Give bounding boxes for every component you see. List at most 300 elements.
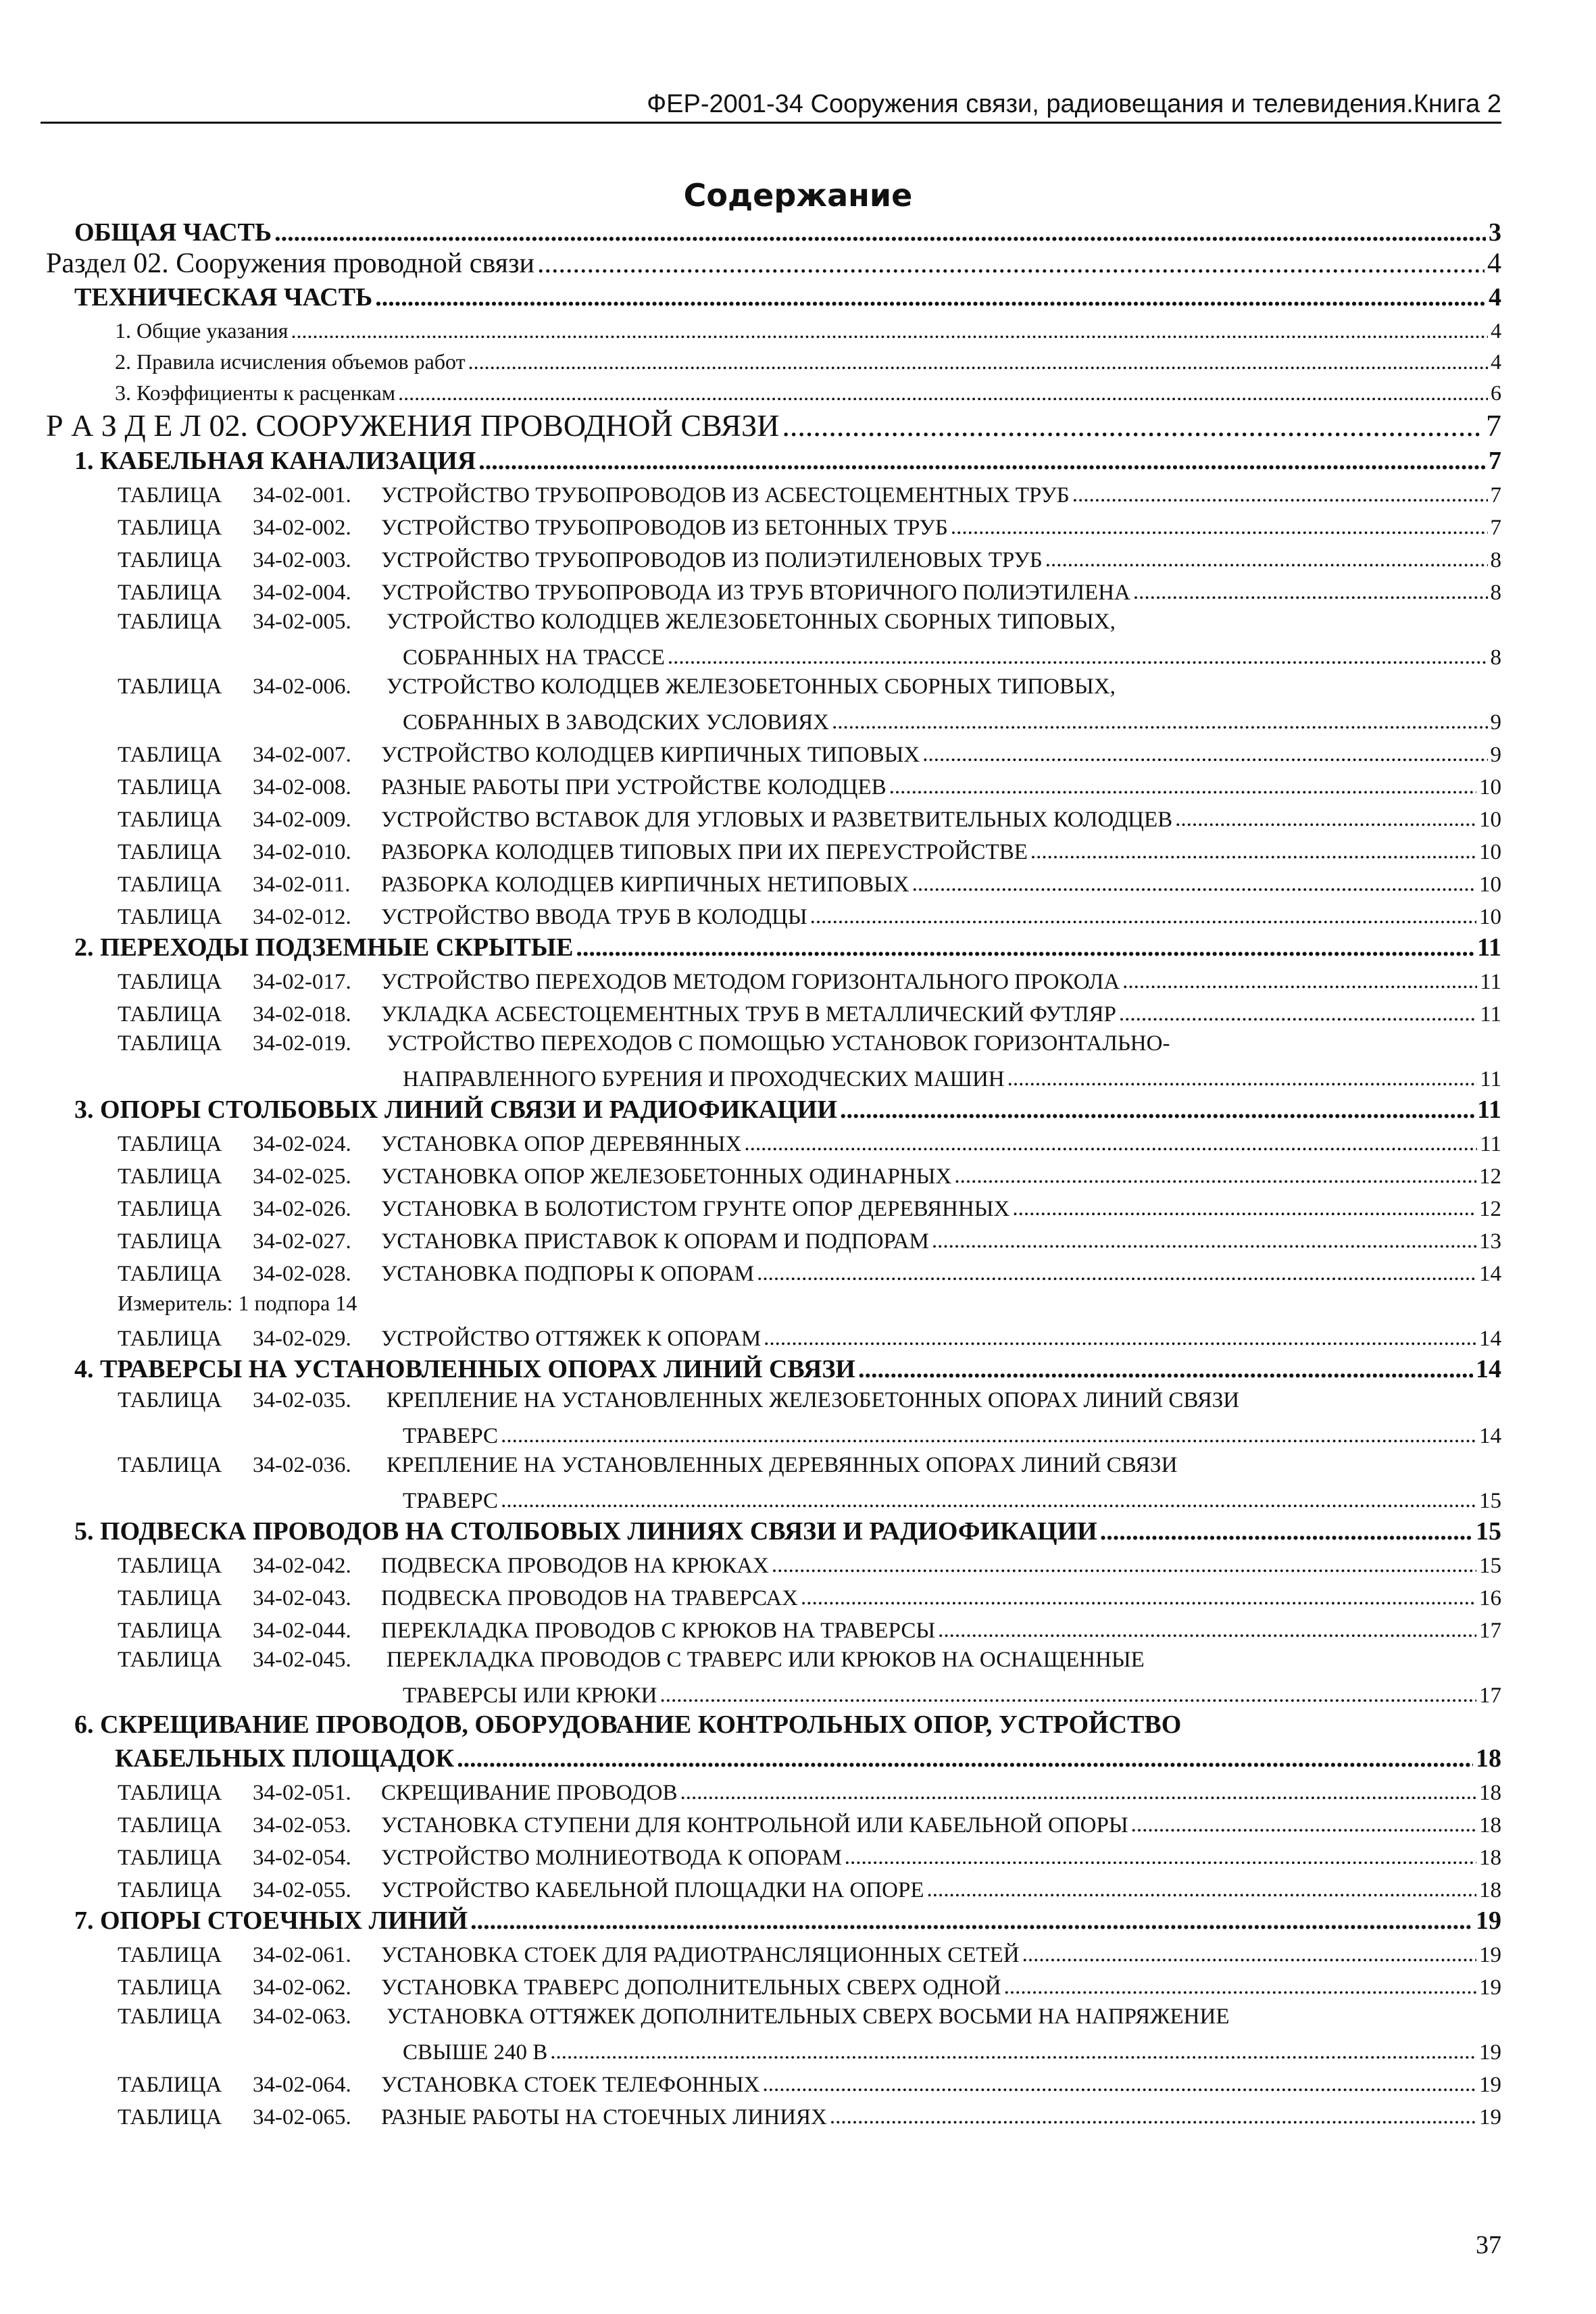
dot-leader: [762, 2072, 1476, 2098]
table-code: 34-02-002.: [253, 516, 351, 540]
table-title-cont: СОБРАННЫХ В ЗАВОДСКИХ УСЛОВИЯХ: [403, 710, 829, 735]
toc-page-number: 17: [1479, 1683, 1501, 1708]
table-title: ПОДВЕСКА ПРОВОДОВ НА КРЮКАХ: [381, 1554, 769, 1578]
toc-table-entry[interactable]: [41, 1579, 1501, 1611]
toc-table-entry-cont[interactable]: [41, 1481, 1501, 1514]
dot-leader: [840, 1095, 1474, 1125]
toc-table-entry[interactable]: [41, 1968, 1501, 2000]
toc-table-entry[interactable]: [41, 2000, 1501, 2033]
toc-entry-label: 2. Правила исчисления объемов работ: [115, 349, 466, 374]
toc-page-number: 19: [1479, 2105, 1501, 2130]
toc-page-number: 8: [1490, 581, 1501, 605]
table-code: 34-02-005.: [253, 610, 351, 634]
toc-entry-general[interactable]: [41, 215, 1501, 247]
table-title: РАЗНЫЕ РАБОТЫ ПРИ УСТРОЙСТВЕ КОЛОДЦЕВ: [381, 775, 887, 799]
table-prefix: ТАБЛИЦА: [118, 872, 222, 897]
toc-group-heading[interactable]: 6. СКРЕЩИВАНИЕ ПРОВОДОВ, ОБОРУДОВАНИЕ КОНТРОЛЬНЫХ ОПОР, УСТРОЙСТВО: [74, 1710, 1182, 1739]
table-title: УСТРОЙСТВО ТРУБОПРОВОДОВ ИЗ БЕТОННЫХ ТРУБ: [381, 516, 948, 540]
table-title: УСТРОЙСТВО ТРУБОПРОВОДОВ ИЗ АСБЕСТОЦЕМЕНТНЫХ ТРУБ: [381, 483, 1070, 508]
dot-leader: [744, 1131, 1477, 1157]
dot-leader: [668, 645, 1488, 670]
toc-entry-label: 5. ПОДВЕСКА ПРОВОДОВ НА СТОЛБОВЫХ ЛИНИЯХ СВЯЗИ И РАДИОФИКАЦИИ: [74, 1517, 1097, 1546]
table-title: РАЗБОРКА КОЛОДЦЕВ ТИПОВЫХ ПРИ ИХ ПЕРЕУСТРОЙСТВЕ: [381, 840, 1028, 864]
toc-entry-tech[interactable]: [41, 280, 1501, 312]
table-prefix: ТАБЛИЦА: [118, 1388, 222, 1412]
table-title-cont: ТРАВЕРСЫ ИЛИ КРЮКИ: [403, 1683, 657, 1708]
table-code: 34-02-006.: [253, 674, 351, 699]
table-entry-label: [118, 1327, 761, 1352]
dot-leader: [1133, 580, 1488, 606]
toc-group-heading-cont[interactable]: [41, 1741, 1501, 1773]
table-code: 34-02-043.: [253, 1586, 351, 1610]
table-entry-label: [118, 1975, 1001, 2000]
toc-entry-label: 4. ТРАВЕРСЫ НА УСТАНОВЛЕННЫХ ОПОРАХ ЛИНИЙ СВЯЗИ: [74, 1355, 855, 1383]
toc-entry-label: Раздел 02. Сооружения проводной связи: [46, 248, 535, 279]
toc-page-number: 8: [1490, 548, 1501, 572]
dot-leader: [1119, 1002, 1477, 1027]
table-prefix: ТАБЛИЦА: [118, 808, 222, 832]
table-entry-label: [118, 808, 1172, 833]
table-entry-label: [118, 840, 1028, 865]
table-title-cont: ТРАВЕРС: [403, 1424, 499, 1448]
toc-page-number: 19: [1479, 1943, 1501, 1967]
toc-table-entry[interactable]: [41, 1222, 1501, 1254]
table-code: 34-02-042.: [253, 1554, 351, 1578]
table-code: 34-02-054.: [253, 1846, 351, 1870]
toc-table-entry[interactable]: [41, 768, 1501, 800]
table-prefix: ТАБЛИЦА: [118, 1586, 222, 1610]
toc-table-entry[interactable]: [41, 865, 1501, 897]
dot-leader: [912, 872, 1476, 897]
toc-table-entry[interactable]: [41, 1838, 1501, 1871]
table-title: УСТАНОВКА ПРИСТАВОК К ОПОРАМ И ПОДПОРАМ: [381, 1229, 929, 1254]
dot-leader: [291, 318, 1488, 343]
table-entry-label: [118, 1878, 924, 1903]
toc-page-number: 11: [1477, 1096, 1501, 1124]
toc-page-number: 15: [1479, 1489, 1501, 1513]
table-code: 34-02-027.: [253, 1229, 351, 1254]
table-title: УСТРОЙСТВО ПЕРЕХОДОВ С ПОМОЩЬЮ УСТАНОВОК ГОРИЗОНТАЛЬНО-: [386, 1031, 1170, 1056]
toc-table-entry[interactable]: [41, 1384, 1501, 1417]
toc-table-entry[interactable]: [41, 995, 1501, 1027]
table-prefix: ТАБЛИЦА: [118, 581, 222, 605]
toc-table-entry[interactable]: [41, 1319, 1501, 1352]
table-entry-label: [118, 1781, 677, 1806]
table-prefix: ТАБЛИЦА: [118, 775, 222, 799]
table-code: 34-02-004.: [253, 581, 351, 605]
toc-page-number: 15: [1476, 1517, 1501, 1546]
dot-leader: [832, 710, 1488, 735]
dot-leader: [1175, 807, 1476, 833]
table-prefix: ТАБЛИЦА: [118, 1846, 222, 1870]
table-code: 34-02-003.: [253, 548, 351, 572]
table-title: УСТАНОВКА СТОЕК ТЕЛЕФОННЫХ: [381, 2073, 760, 2097]
toc-table-entry[interactable]: [41, 573, 1501, 606]
table-of-contents: [41, 215, 1501, 2130]
toc-table-entry[interactable]: [41, 735, 1501, 768]
table-prefix: ТАБЛИЦА: [118, 1229, 222, 1254]
dot-leader: [398, 380, 1488, 405]
toc-entry-label: 2. ПЕРЕХОДЫ ПОДЗЕМНЫЕ СКРЫТЫЕ: [74, 933, 574, 962]
table-code: 34-02-063.: [253, 2004, 351, 2029]
toc-table-entry[interactable]: [41, 1936, 1501, 1968]
dot-leader: [501, 1423, 1476, 1449]
table-prefix: ТАБЛИЦА: [118, 1943, 222, 1967]
table-entry-label: [118, 1554, 769, 1579]
table-code: 34-02-024.: [253, 1132, 351, 1156]
table-entry-label: [118, 1846, 842, 1871]
dot-leader: [782, 408, 1483, 443]
toc-page-number: 18: [1479, 1878, 1501, 1902]
toc-table-entry[interactable]: [41, 2065, 1501, 2098]
table-title: УСТАНОВКА ОПОР ЖЕЛЕЗОБЕТОННЫХ ОДИНАРНЫХ: [381, 1164, 952, 1189]
table-entry-label: [118, 483, 1070, 508]
dot-leader: [951, 515, 1488, 541]
toc-entry-label: КАБЕЛЬНЫХ ПЛОЩАДОК: [115, 1744, 455, 1773]
table-title: УСТАНОВКА СТУПЕНИ ДЛЯ КОНТРОЛЬНОЙ ИЛИ КАБЕЛЬНОЙ ОПОРЫ: [381, 1813, 1128, 1838]
toc-group-heading[interactable]: [41, 1903, 1501, 1936]
dot-leader: [1072, 483, 1488, 508]
table-title: УСТРОЙСТВО ВВОДА ТРУБ В КОЛОДЦЫ: [381, 905, 807, 929]
dot-leader: [375, 282, 1486, 312]
table-code: 34-02-051.: [253, 1781, 351, 1805]
table-code: 34-02-065.: [253, 2105, 351, 2130]
dot-leader: [922, 742, 1487, 768]
toc-table-entry[interactable]: [41, 1806, 1501, 1838]
table-prefix: ТАБЛИЦА: [118, 1975, 222, 2000]
table-code: 34-02-018.: [253, 1002, 351, 1027]
table-prefix: ТАБЛИЦА: [118, 743, 222, 767]
toc-page-number: 4: [1491, 318, 1501, 343]
table-prefix: ТАБЛИЦА: [118, 1132, 222, 1156]
toc-page-number: 11: [1480, 970, 1501, 994]
toc-page-number: 11: [1477, 933, 1501, 962]
table-entry-label: [118, 1586, 798, 1611]
table-code: 34-02-055.: [253, 1878, 351, 1902]
toc-page-number: 18: [1479, 1813, 1501, 1838]
toc-page-number: 4: [1487, 248, 1501, 279]
toc-table-entry[interactable]: [41, 1254, 1501, 1287]
table-title: УСТРОЙСТВО ВСТАВОК ДЛЯ УГЛОВЫХ И РАЗВЕТВИТЕЛЬНЫХ КОЛОДЦЕВ: [381, 808, 1173, 832]
toc-page-number: 10: [1479, 840, 1501, 864]
toc-page-number: 14: [1479, 1262, 1501, 1286]
table-title: УСТРОЙСТВО ОТТЯЖЕК К ОПОРАМ: [381, 1327, 762, 1351]
toc-page-number: 18: [1479, 1781, 1501, 1805]
toc-page-number: 19: [1479, 2073, 1501, 2097]
table-prefix: ТАБЛИЦА: [118, 1164, 222, 1189]
table-prefix: ТАБЛИЦА: [118, 1648, 222, 1672]
table-prefix: ТАБЛИЦА: [118, 1453, 222, 1477]
toc-measure-note: Измеритель: 1 подпора 14: [118, 1291, 357, 1315]
dot-leader: [801, 1585, 1476, 1611]
toc-group-heading[interactable]: [41, 1514, 1501, 1546]
table-title: УСТАНОВКА ОТТЯЖЕК ДОПОЛНИТЕЛЬНЫХ СВЕРХ ВОСЬМИ НА НАПРЯЖЕНИЕ: [386, 2004, 1230, 2029]
toc-page-number: 16: [1479, 1586, 1501, 1610]
dot-leader: [858, 1354, 1473, 1384]
toc-page-number: 10: [1479, 905, 1501, 929]
toc-group-heading[interactable]: [41, 443, 1501, 476]
dot-leader: [478, 446, 1486, 476]
toc-table-entry[interactable]: [41, 508, 1501, 541]
table-title: УСТРОЙСТВО КОЛОДЦЕВ КИРПИЧНЫХ ТИПОВЫХ: [381, 743, 920, 767]
dot-leader: [954, 1164, 1476, 1189]
table-title: РАЗБОРКА КОЛОДЦЕВ КИРПИЧНЫХ НЕТИПОВЫХ: [381, 872, 909, 897]
toc-table-entry[interactable]: [41, 1611, 1501, 1644]
table-title: УСТАНОВКА СТОЕК ДЛЯ РАДИОТРАНСЛЯЦИОННЫХ СЕТЕЙ: [381, 1943, 1020, 1967]
dot-leader: [927, 1877, 1477, 1903]
dot-leader: [537, 247, 1485, 280]
toc-table-entry[interactable]: [41, 1644, 1501, 1676]
dot-leader: [845, 1845, 1476, 1871]
dot-leader: [1004, 1975, 1476, 2000]
toc-page-number: 3: [1489, 218, 1501, 247]
dot-leader: [1131, 1813, 1476, 1838]
table-entry-label: [118, 1164, 951, 1189]
toc-group-heading[interactable]: [41, 930, 1501, 962]
table-title: УСТАНОВКА В БОЛОТИСТОМ ГРУНТЕ ОПОР ДЕРЕВЯННЫХ: [381, 1197, 1010, 1221]
table-title: УСТРОЙСТВО ТРУБОПРОВОДОВ ИЗ ПОЛИЭТИЛЕНОВЫХ ТРУБ: [381, 548, 1043, 572]
table-title: УСТАНОВКА ТРАВЕРС ДОПОЛНИТЕЛЬНЫХ СВЕРХ ОДНОЙ: [381, 1975, 1001, 2000]
toc-entry-label: 1. Общие указания: [115, 318, 289, 343]
toc-table-entry-cont[interactable]: [41, 1060, 1501, 1092]
table-entry-label: [118, 581, 1130, 606]
table-title: УСТАНОВКА ПОДПОРЫ К ОПОРАМ: [381, 1262, 755, 1286]
table-code: 34-02-019.: [253, 1031, 351, 1056]
toc-page-number: 14: [1479, 1424, 1501, 1448]
toc-table-entry[interactable]: [41, 897, 1501, 930]
toc-entry-section[interactable]: [41, 405, 1501, 443]
toc-page-number: 4: [1491, 349, 1501, 374]
dot-leader: [772, 1553, 1476, 1579]
table-entry-label: [118, 548, 1043, 573]
toc-table-entry-cont[interactable]: [41, 1417, 1501, 1449]
toc-page-number: 12: [1479, 1164, 1501, 1189]
table-entry-label: [118, 1619, 935, 1644]
table-prefix: ТАБЛИЦА: [118, 548, 222, 572]
toc-table-entry[interactable]: [41, 1189, 1501, 1222]
table-prefix: ТАБЛИЦА: [118, 2073, 222, 2097]
table-title: УСТРОЙСТВО ПЕРЕХОДОВ МЕТОДОМ ГОРИЗОНТАЛЬНОГО ПРОКОЛА: [381, 970, 1120, 994]
toc-table-entry[interactable]: [41, 1449, 1501, 1481]
dot-leader: [468, 349, 1488, 374]
table-code: 34-02-036.: [253, 1453, 351, 1477]
toc-group-heading[interactable]: [41, 1352, 1501, 1384]
toc-page-number: 8: [1490, 645, 1501, 670]
toc-subentry[interactable]: [41, 312, 1501, 343]
table-prefix: ТАБЛИЦА: [118, 1813, 222, 1838]
toc-page-number: 6: [1491, 380, 1501, 405]
toc-page-number: 13: [1479, 1229, 1501, 1254]
table-code: 34-02-011.: [253, 872, 351, 897]
toc-page-number: 11: [1480, 1132, 1501, 1156]
toc-page-number: 10: [1479, 808, 1501, 832]
dot-leader: [680, 1780, 1476, 1806]
table-entry-label: [118, 1197, 1009, 1222]
toc-page-number: 7: [1490, 516, 1501, 540]
toc-entry-label: ТЕХНИЧЕСКАЯ ЧАСТЬ: [74, 283, 373, 312]
dot-leader: [274, 218, 1486, 247]
dot-leader: [938, 1618, 1476, 1644]
table-prefix: ТАБЛИЦА: [118, 1619, 222, 1643]
table-prefix: ТАБЛИЦА: [118, 483, 222, 508]
toc-groups: [41, 443, 1501, 2130]
table-title: ПЕРЕКЛАДКА ПРОВОДОВ С КРЮКОВ НА ТРАВЕРСЫ: [381, 1619, 936, 1643]
toc-table-entry[interactable]: [41, 1546, 1501, 1579]
table-title: УСТРОЙСТВО КАБЕЛЬНОЙ ПЛОЩАДКИ НА ОПОРЕ: [381, 1878, 924, 1902]
toc-entry-label: 7. ОПОРЫ СТОЕЧНЫХ ЛИНИЙ: [74, 1906, 468, 1935]
table-prefix: ТАБЛИЦА: [118, 610, 222, 634]
toc-page-number: 18: [1476, 1744, 1501, 1773]
table-entry-label: [118, 905, 807, 930]
table-title: КРЕПЛЕНИЕ НА УСТАНОВЛЕННЫХ ЖЕЛЕЗОБЕТОННЫХ ОПОРАХ ЛИНИЙ СВЯЗИ: [386, 1388, 1240, 1412]
toc-entry-label: 3. Коэффициенты к расценкам: [115, 380, 396, 405]
toc-table-entry[interactable]: [41, 1871, 1501, 1903]
toc-table-entry[interactable]: [41, 1027, 1501, 1060]
table-title: УСТРОЙСТВО КОЛОДЦЕВ ЖЕЛЕЗОБЕТОННЫХ СБОРНЫХ ТИПОВЫХ,: [386, 674, 1116, 699]
toc-entry-label: 1. КАБЕЛЬНАЯ КАНАЛИЗАЦИЯ: [74, 447, 476, 475]
dot-leader: [501, 1488, 1476, 1514]
toc-table-entry[interactable]: [41, 606, 1501, 638]
table-entry-label: [118, 2073, 759, 2098]
table-code: 34-02-044.: [253, 1619, 351, 1643]
table-prefix: ТАБЛИЦА: [118, 1327, 222, 1351]
dot-leader: [1045, 547, 1488, 573]
dot-leader: [457, 1744, 1473, 1773]
table-prefix: ТАБЛИЦА: [118, 1878, 222, 1902]
toc-page-number: 7: [1486, 408, 1501, 443]
dot-leader: [660, 1683, 1476, 1708]
table-prefix: ТАБЛИЦА: [118, 2004, 222, 2029]
dot-leader: [810, 904, 1476, 930]
dot-leader: [550, 2040, 1476, 2065]
dot-leader: [1122, 969, 1477, 995]
toc-group-heading[interactable]: [41, 1092, 1501, 1125]
toc-entry-label: 3. ОПОРЫ СТОЛБОВЫХ ЛИНИЙ СВЯЗИ И РАДИОФИКАЦИИ: [74, 1096, 837, 1124]
dot-leader: [1007, 1066, 1478, 1092]
table-code: 34-02-007.: [253, 743, 351, 767]
table-entry-label: [118, 1132, 741, 1157]
table-code: 34-02-009.: [253, 808, 351, 832]
table-prefix: ТАБЛИЦА: [118, 1031, 222, 1056]
toc-table-entry[interactable]: [41, 833, 1501, 865]
table-prefix: ТАБЛИЦА: [118, 905, 222, 929]
toc-table-entry[interactable]: [41, 1125, 1501, 1157]
toc-entry-label: ОБЩАЯ ЧАСТЬ: [74, 218, 272, 247]
table-entry-label: [118, 970, 1120, 995]
table-code: 34-02-010.: [253, 840, 351, 864]
toc-page-number: 19: [1479, 1975, 1501, 2000]
table-code: 34-02-008.: [253, 775, 351, 799]
toc-table-entry[interactable]: [41, 800, 1501, 833]
toc-table-entry-cont[interactable]: [41, 703, 1501, 735]
dot-leader: [757, 1261, 1476, 1287]
table-code: 34-02-061.: [253, 1943, 351, 1967]
table-entry-label: [118, 872, 909, 897]
toc-table-entry-cont[interactable]: [41, 2033, 1501, 2065]
toc-page-number: 19: [1479, 2040, 1501, 2065]
table-entry-label: [118, 1813, 1128, 1838]
toc-table-entry[interactable]: [41, 2098, 1501, 2130]
toc-page-number: 14: [1479, 1327, 1501, 1351]
dot-leader: [889, 774, 1476, 800]
table-title: УСТРОЙСТВО ТРУБОПРОВОДА ИЗ ТРУБ ВТОРИЧНОГО ПОЛИЭТИЛЕНА: [381, 581, 1130, 605]
table-code: 34-02-017.: [253, 970, 351, 994]
table-prefix: ТАБЛИЦА: [118, 1002, 222, 1027]
table-title: УКЛАДКА АСБЕСТОЦЕМЕНТНЫХ ТРУБ В МЕТАЛЛИЧЕСКИЙ ФУТЛЯР: [381, 1002, 1116, 1027]
toc-table-entry[interactable]: [41, 476, 1501, 508]
toc-table-entry[interactable]: [41, 1157, 1501, 1189]
toc-page-number: 10: [1479, 872, 1501, 897]
table-code: 34-02-025.: [253, 1164, 351, 1189]
table-entry-label: [118, 516, 948, 541]
toc-page-number: 9: [1490, 710, 1501, 735]
toc-page-number: 9: [1490, 743, 1501, 767]
table-prefix: ТАБЛИЦА: [118, 1781, 222, 1805]
table-code: 34-02-035.: [253, 1388, 351, 1412]
dot-leader: [470, 1906, 1473, 1936]
dot-leader: [1030, 839, 1476, 865]
toc-table-entry-cont[interactable]: [41, 1676, 1501, 1708]
toc-page-number: 7: [1489, 447, 1501, 475]
table-prefix: ТАБЛИЦА: [118, 674, 222, 699]
table-entry-label: [118, 2105, 827, 2130]
toc-subentry[interactable]: [41, 374, 1501, 405]
toc-page-number: 15: [1479, 1554, 1501, 1578]
table-title-cont: НАПРАВЛЕННОГО БУРЕНИЯ И ПРОХОДЧЕСКИХ МАШИН: [403, 1067, 1005, 1091]
dot-leader: [1012, 1196, 1476, 1222]
table-prefix: ТАБЛИЦА: [118, 970, 222, 994]
table-title: РАЗНЫЕ РАБОТЫ НА СТОЕЧНЫХ ЛИНИЯХ: [381, 2105, 827, 2130]
table-prefix: ТАБЛИЦА: [118, 1554, 222, 1578]
dot-leader: [764, 1326, 1476, 1352]
toc-table-entry-cont[interactable]: [41, 638, 1501, 670]
dot-leader: [1100, 1517, 1473, 1546]
toc-page-number: 14: [1476, 1355, 1501, 1383]
table-code: 34-02-001.: [253, 483, 351, 508]
table-entry-label: [118, 1262, 754, 1287]
table-title: ПОДВЕСКА ПРОВОДОВ НА ТРАВЕРСАХ: [381, 1586, 799, 1610]
toc-page-number: 4: [1489, 283, 1501, 312]
toc-page-number: 10: [1479, 775, 1501, 799]
toc-table-entry[interactable]: [41, 670, 1501, 703]
table-title-cont: СВЫШЕ 240 В: [403, 2040, 548, 2065]
table-code: 34-02-045.: [253, 1648, 351, 1672]
toc-table-entry[interactable]: [41, 541, 1501, 573]
toc-subentry[interactable]: [41, 343, 1501, 374]
table-title-cont: ТРАВЕРС: [403, 1489, 499, 1513]
table-prefix: ТАБЛИЦА: [118, 2105, 222, 2130]
table-prefix: ТАБЛИЦА: [118, 1197, 222, 1221]
toc-entry-razdel[interactable]: [41, 247, 1501, 280]
page-number: 37: [1476, 2231, 1501, 2259]
table-title: УСТРОЙСТВО КОЛОДЦЕВ ЖЕЛЕЗОБЕТОННЫХ СБОРНЫХ ТИПОВЫХ,: [386, 610, 1116, 634]
table-prefix: ТАБЛИЦА: [118, 516, 222, 540]
table-code: 34-02-053.: [253, 1813, 351, 1838]
dot-leader: [1022, 1942, 1476, 1968]
table-entry-label: [118, 775, 887, 800]
table-code: 34-02-064.: [253, 2073, 351, 2097]
table-entry-label: [118, 743, 920, 768]
toc-page-number: 11: [1480, 1067, 1501, 1091]
toc-table-entry[interactable]: [41, 962, 1501, 995]
table-prefix: ТАБЛИЦА: [118, 840, 222, 864]
toc-table-entry[interactable]: [41, 1773, 1501, 1806]
dot-leader: [932, 1229, 1476, 1254]
toc-page-number: 18: [1479, 1846, 1501, 1870]
dot-leader: [830, 2104, 1476, 2130]
dot-leader: [576, 933, 1474, 962]
toc-page-number: 12: [1479, 1197, 1501, 1221]
